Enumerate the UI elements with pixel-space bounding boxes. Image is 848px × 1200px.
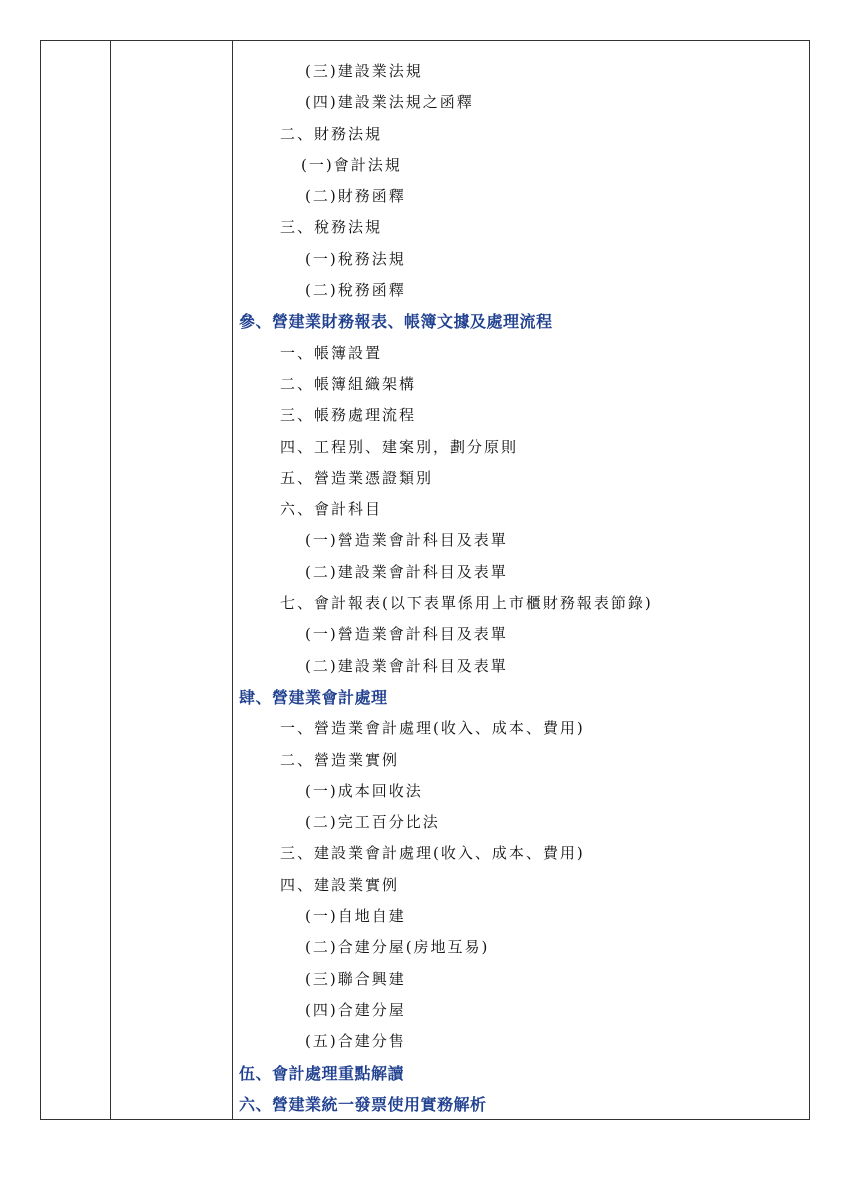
outline-item: (四)合建分屋 — [305, 1000, 406, 1019]
outline-item: (四)建設業法規之函釋 — [305, 93, 474, 112]
outline-item: 三、帳務處理流程 — [280, 406, 417, 425]
outline-item: (五)合建分售 — [305, 1032, 406, 1051]
outline-item: 三、建設業會計處理(收入、成本、費用) — [280, 844, 585, 863]
outline-item: (一)稅務法規 — [305, 249, 406, 268]
outline-section-heading: 參、營建業財務報表、帳簿文據及處理流程 — [239, 312, 553, 332]
outline-item: 二、帳簿組織架構 — [280, 374, 417, 393]
outline-item: 三、稅務法規 — [280, 218, 383, 237]
outline-item: (三)聯合興建 — [305, 969, 406, 988]
outline-section-heading: 伍、會計處理重點解讀 — [239, 1063, 405, 1083]
outline-item: (二)建設業會計科目及表單 — [305, 562, 508, 581]
outline-item: 二、財務法規 — [280, 124, 383, 143]
outline-item: 二、營造業實例 — [280, 750, 400, 769]
table-column-divider-2 — [232, 41, 233, 1119]
outline-item: 一、營造業會計處理(收入、成本、費用) — [280, 719, 585, 738]
outline-item: (一)成本回收法 — [305, 781, 423, 800]
outline-item: (二)建設業會計科目及表單 — [305, 656, 508, 675]
outline-item: (二)稅務函釋 — [305, 281, 406, 300]
outline-item: 七、會計報表(以下表單係用上市櫃財務報表節錄) — [280, 594, 653, 613]
outline-item: (三)建設業法規 — [305, 62, 423, 80]
table-column-divider-1 — [110, 41, 111, 1119]
outline-item: 一、帳簿設置 — [280, 343, 383, 362]
outline-item: (一)自地自建 — [305, 907, 406, 926]
outline-item: (一)營造業會計科目及表單 — [305, 625, 508, 644]
outline-item: 五、營造業憑證類別 — [280, 468, 434, 487]
outline-item: 四、工程別、建案別，劃分原則 — [280, 437, 519, 456]
outline-section-heading: 六、營建業統一發票使用實務解析 — [239, 1094, 487, 1114]
outline-item: (二)財務函釋 — [305, 187, 406, 206]
outline-item: 六、會計科目 — [280, 500, 383, 519]
course-outline-table — [40, 40, 810, 1120]
outline-item: 四、建設業實例 — [280, 875, 400, 894]
outline-item: (一)營造業會計科目及表單 — [305, 531, 508, 550]
outline-item: (一)會計法規 — [301, 155, 402, 174]
outline-content-cell — [239, 56, 799, 1120]
outline-item: (二)合建分屋(房地互易) — [305, 938, 490, 957]
outline-item: (二)完工百分比法 — [305, 813, 440, 832]
outline-section-heading: 肆、營建業會計處理 — [239, 687, 388, 707]
